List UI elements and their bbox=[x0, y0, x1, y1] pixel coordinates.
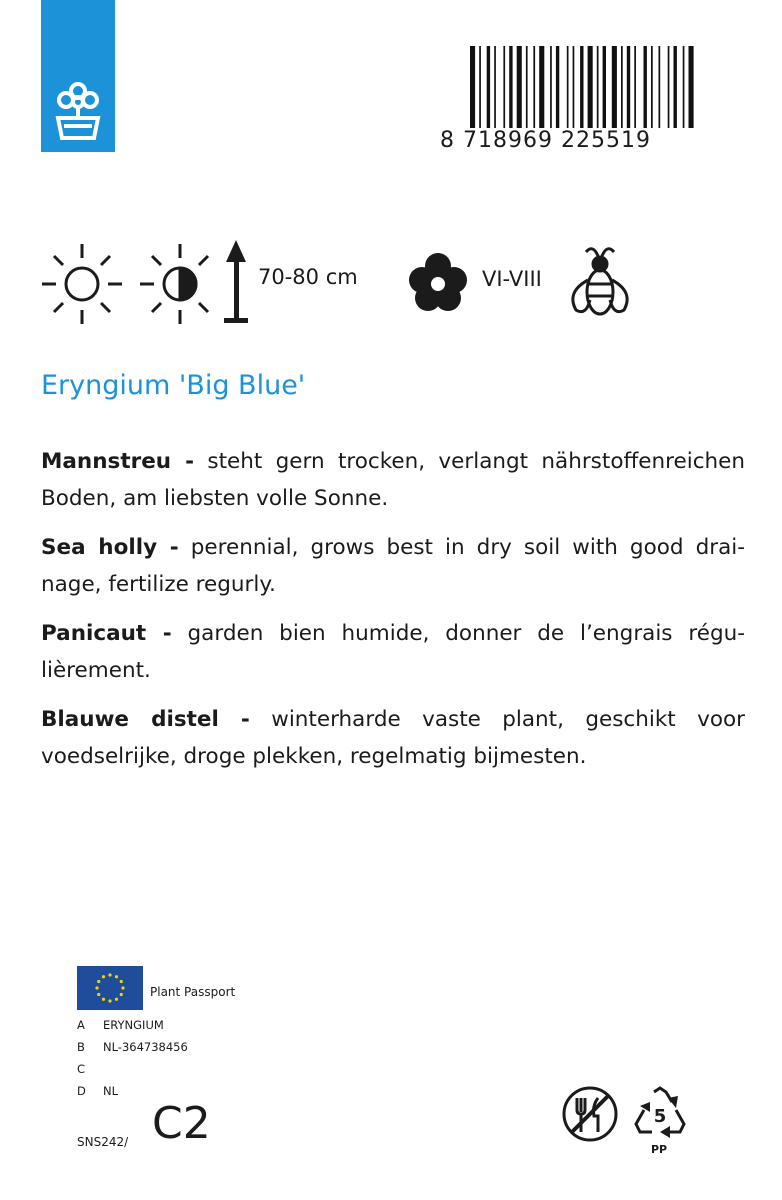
eu-flag-icon bbox=[77, 966, 143, 1010]
barcode-bar bbox=[470, 46, 475, 128]
passport-row-value: NL bbox=[103, 1084, 119, 1098]
passport-row-b bbox=[77, 1040, 188, 1054]
passport-row-value: ERYNGIUM bbox=[103, 1018, 164, 1032]
barcode-bar bbox=[612, 46, 617, 128]
barcode-bar bbox=[651, 46, 653, 128]
barcode-bar bbox=[603, 46, 606, 128]
barcode-bar bbox=[644, 46, 647, 128]
barcode-bar bbox=[634, 46, 636, 128]
passport-row-letter: C bbox=[77, 1062, 86, 1076]
passport-row-c bbox=[77, 1062, 103, 1076]
barcode-bar bbox=[580, 46, 583, 128]
half-shade-icon bbox=[140, 244, 208, 324]
plant-passport-label: Plant Passport bbox=[150, 985, 236, 999]
barcode-bar bbox=[556, 46, 559, 128]
barcode-bar bbox=[627, 46, 630, 128]
eu-star bbox=[120, 993, 123, 996]
passport-row-d bbox=[77, 1084, 118, 1098]
eu-star bbox=[108, 999, 111, 1002]
passport-row-letter: A bbox=[77, 1018, 85, 1032]
description-name: Blauwe distel - bbox=[41, 707, 250, 732]
barcode-bar bbox=[621, 46, 623, 128]
eu-star bbox=[102, 975, 105, 978]
barcode-bar bbox=[674, 46, 677, 128]
class-code: C2 bbox=[152, 1098, 211, 1149]
description-english bbox=[41, 529, 745, 603]
recycle-number: 5 bbox=[653, 1106, 667, 1127]
eu-star bbox=[97, 980, 100, 983]
barcode-bar bbox=[597, 46, 599, 128]
sns-code: SNS242/ bbox=[77, 1135, 129, 1149]
barcode-digits: 8 718969 225519 bbox=[440, 128, 651, 153]
eu-star bbox=[121, 986, 124, 989]
barcode-bar bbox=[588, 46, 593, 128]
eu-star bbox=[108, 973, 111, 976]
plant-height-text: 70-80 cm bbox=[258, 265, 358, 289]
barcode-bar bbox=[689, 46, 694, 128]
description-text: steht gern trocken, verlangt nährstoffenreichen Boden, am liebsten volle Sonne. bbox=[41, 449, 746, 511]
barcode-bar bbox=[526, 46, 528, 128]
description-name: Sea holly - bbox=[41, 535, 179, 560]
bee-icon bbox=[573, 249, 627, 314]
description-french bbox=[41, 615, 745, 689]
full-sun-icon bbox=[42, 244, 122, 324]
eu-star bbox=[115, 998, 118, 1001]
passport-row-letter: D bbox=[77, 1084, 86, 1098]
barcode-bar bbox=[503, 46, 505, 128]
barcode-bar bbox=[683, 46, 685, 128]
eu-star bbox=[115, 975, 118, 978]
barcode-bar bbox=[494, 46, 496, 128]
eu-star bbox=[97, 993, 100, 996]
product-title: Eryngium 'Big Blue' bbox=[41, 370, 306, 401]
brand-tab bbox=[41, 0, 115, 152]
flower-icon bbox=[409, 253, 467, 311]
eu-star bbox=[120, 980, 123, 983]
barcode-bar bbox=[659, 46, 661, 128]
description-text: perennial, grows best in dry soil with good drai-nage, fertilize regurly. bbox=[41, 535, 745, 597]
passport-row-a bbox=[77, 1018, 164, 1032]
barcode-bar bbox=[487, 46, 490, 128]
barcode-bar bbox=[573, 46, 575, 128]
barcode-bar bbox=[539, 46, 544, 128]
barcode-bar bbox=[533, 46, 535, 128]
recycle-icon bbox=[630, 1084, 690, 1148]
passport-row-letter: B bbox=[77, 1040, 85, 1054]
recycle-material-label: PP bbox=[651, 1143, 668, 1156]
description-german bbox=[41, 443, 745, 517]
description-name: Mannstreu - bbox=[41, 449, 195, 474]
barcode-bar bbox=[479, 46, 481, 128]
barcode-bar bbox=[509, 46, 512, 128]
growing-icons-row bbox=[36, 236, 736, 332]
eu-star bbox=[95, 986, 98, 989]
no-food-icon bbox=[560, 1084, 620, 1148]
barcode-bar bbox=[550, 46, 552, 128]
description-text: garden bien humide, donner de l’engrais régu-lièrement. bbox=[41, 621, 745, 683]
barcode-bar bbox=[517, 46, 522, 128]
description-dutch bbox=[41, 701, 745, 775]
description-name: Panicaut - bbox=[41, 621, 172, 646]
eu-star bbox=[102, 998, 105, 1001]
bloom-period-text: VI-VIII bbox=[482, 267, 542, 291]
passport-row-value: NL-364738456 bbox=[103, 1040, 188, 1054]
height-arrow-icon bbox=[224, 240, 248, 323]
brand-flower-logo-icon bbox=[54, 82, 102, 142]
description-text: winterharde vaste plant, geschikt voor voedselrijke, droge plekken, regelmatig bijmesten. bbox=[41, 707, 745, 769]
barcode-bar bbox=[567, 46, 569, 128]
barcode-bar bbox=[668, 46, 670, 128]
